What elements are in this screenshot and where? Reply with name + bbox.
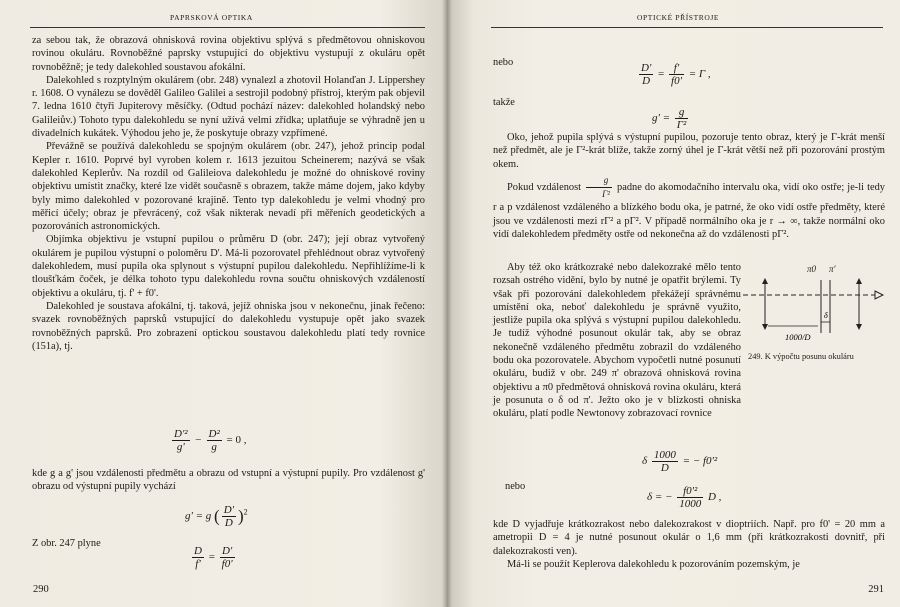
page-number-left: 290 xyxy=(33,584,49,595)
right-text-1: Oko, jehož pupila splývá s výstupní pupilou, pozoruje tento obraz, který je Γ-krát menší než předmět, ale je Γ²-krát blíže, takže zorný úhel je Γ-krát větší než při pozorování prostým okem. Pokud vzdálenost $\frac{g}{\text{Γ²}}$ padne do akomodačního intervalu oka, vidí oko ostře; je-li tedy r a p vzdálenost vzdáleného a blízkého bodu oka, je patrné, že oko vidí ostře předměty, které jsou ve vzdálenosti mezi rΓ² a pΓ². V případě normálního oka je r → ∞, takže normální oko vidí dalekohledem předměty ostře od nekonečna až do vzdálenosti pΓ². xyxy=(493,132,885,241)
right-text-wrap: Aby též oko krátkozraké nebo dalekozraké mělo tento rozsah ostrého vidění, bylo by nutné je opatřit brýlemi. Ty však při pozorování dalekohledem překážejí správnému umístění oka, neboť dalekohledu je správně využito, jestliže pupila oka splývá s výstupní pupilou dalekohledu. Je tudíž výhodné posunout okulár tak, aby se obraz nekonečně vzdáleného předmětu zobrazil do vzdáleného bodu oka pozorovatele. Abychom vypočetli nutné posunutí okuláru, budiž v obr. 249 π' obrazová ohnisková rovina objektivu a π0 předmětová ohnisková rovina okuláru, která je posunuta o δ od π'. Ježto oko je v blízkosti ohniska okuláru, platí podle Newtonovy zobrazovací rovnice xyxy=(493,262,741,420)
paragraph: Dalekohled s rozptylným okulárem (obr. 248) vynalezl a zhotovil Holanďan J. Lippershey r. 1608. O vynálezu se dověděl Galileo Galilei a sestrojil podobný přístroj, kterým pak objevil 7. ledna 1610 čtyři Jupiterovy měsíčky. (Odtud pochází název: dalekohled holandský nebo Galileiův.) Tohoto typu dalekohledu se nyní užívá velmi zřídka; uplatňuje se výhradně jen u divadelních kukátek. Výhodou jeho je, že poskytuje obrazy vzpřímené. xyxy=(32,74,425,140)
equation-2: g' = g ( $\frac{D'}{D}$ )$^2$ xyxy=(185,504,248,529)
right-page xyxy=(447,0,900,607)
equation-7: δ = − $\frac{\text{f0'²}}{1000}$ D , xyxy=(647,485,722,510)
equation-4: $\frac{D'}{D}$ = $\frac{f'}{f0'}$ = Γ , xyxy=(641,62,711,87)
lens-arrow-top xyxy=(856,278,862,284)
nebo-label: nebo xyxy=(493,57,514,68)
equation-1: $\frac{\text{D'²}}{g'}$ − $\frac{\text{D²}}{g}$ = 0 , xyxy=(174,428,247,453)
figure-249 xyxy=(743,278,893,346)
label-pi-prime: π' xyxy=(829,264,836,274)
left-page xyxy=(0,0,447,607)
header-rule xyxy=(30,27,425,28)
paragraph: Převážně se používá dalekohledu se spojným okulárem (obr. 247), jehož princip podal Kepler r. 1610. Poprvé byl vyroben kolem r. 1613 jezuitou Scheinerem; nazývá se však dalekohled Keplerův. Na rozdíl od Galileiova dalekohledu je možné do ohniskové roviny objektivu umístit značky, které lze vidět současně s obrazem, takže máme dojem, jako kdyby byly mimo dalekohled v pozorované krajině. Tento typ dalekohledu je velmi vhodný pro měřicí účely; obraz je převrácený, což však nikterak nevadí při měřeních geodetických a pozorováních astronomických. xyxy=(32,141,425,233)
left-text-after-eq1: kde g a g' jsou vzdálenosti předmětu a obrazu od vstupní a výstupní pupily. Pro vzdálenost g' obrazu od výstupní pupily vychází xyxy=(32,468,425,493)
label-delta: δ xyxy=(824,311,828,320)
nebo-label-2: nebo xyxy=(505,481,526,492)
running-head-right: OPTICKÉ PŘÍSTROJE xyxy=(637,13,720,22)
right-text-2: kde D vyjadřuje krátkozrakost nebo dalekozrakost v dioptriích. Např. pro f0' = 20 mm a ametropii D = 4 je nutné posunout okulár o 1,6 mm (při krátkozrakosti dovnitř, při dalekozrakosti ven). Má-li se použít Keplerova dalekohledu k pozorováním pozemským, je xyxy=(493,519,885,570)
label-pi0: π0 xyxy=(807,264,817,274)
lens-arrow-bottom xyxy=(856,324,862,330)
paragraph: Objímka objektivu je vstupní pupilou o průměru D (obr. 247); její obraz vytvořený okulárem je pupilou výstupní o poloměru D'. Má-li pozorovatel přehlédnout obraz vytvořený dalekohledem, musí pupila oka splynout s výstupní pupilou dalekohledu. Nepřihlížíme-li k tloušťkám čoček, je délka tohoto typu dalekohledu rovna součtu ohniskových vzdáleností objektivu a okuláru, tj. f' + f0'. xyxy=(32,234,425,299)
book-gutter xyxy=(442,0,452,607)
paragraph: Dalekohled je soustava afokální, tj. taková, jejíž ohniska jsou v nekonečnu, jinak řečeno: svazek rovnoběžných paprsků vstupující do dalekohledu vystupuje opět jako svazek rovnoběžných paprsků. Pro zobrazení optickou soustavou dalekohledu platí tedy rovnice (151a), tj. xyxy=(32,300,425,352)
lens-arrow-bottom xyxy=(762,324,768,330)
lens-arrow-top xyxy=(762,278,768,284)
running-head-left: PAPRSKOVÁ OPTIKA xyxy=(170,13,253,22)
header-rule xyxy=(491,27,883,28)
equation-3: $\frac{D}{f'}$ = $\frac{D'}{f0'}$ xyxy=(194,545,233,570)
figure-caption: 249. K výpočtu posunu okuláru xyxy=(748,352,854,361)
label-distance: 1000/D xyxy=(785,332,811,342)
equation-6: δ $\frac{1000}{D}$ = − f0'² xyxy=(642,449,718,474)
paragraph: za sebou tak, že obrazová ohnisková rovina objektivu splývá s předmětovou ohniskovou rovinou okuláru. Rovnoběžné paprsky vstupující do objektivu vystupují z okuláru opět rovnoběžně; je tedy dalekohled soustavou afokální. xyxy=(32,35,425,73)
left-body-text xyxy=(32,34,425,353)
equation-5: g' = $\frac{g}{\text{Γ²}}$ xyxy=(652,106,687,131)
axis-arrow xyxy=(875,291,883,299)
z-obr-line: Z obr. 247 plyne xyxy=(32,538,101,549)
takze-label: takže xyxy=(493,97,515,108)
page-number-right: 291 xyxy=(868,584,884,595)
